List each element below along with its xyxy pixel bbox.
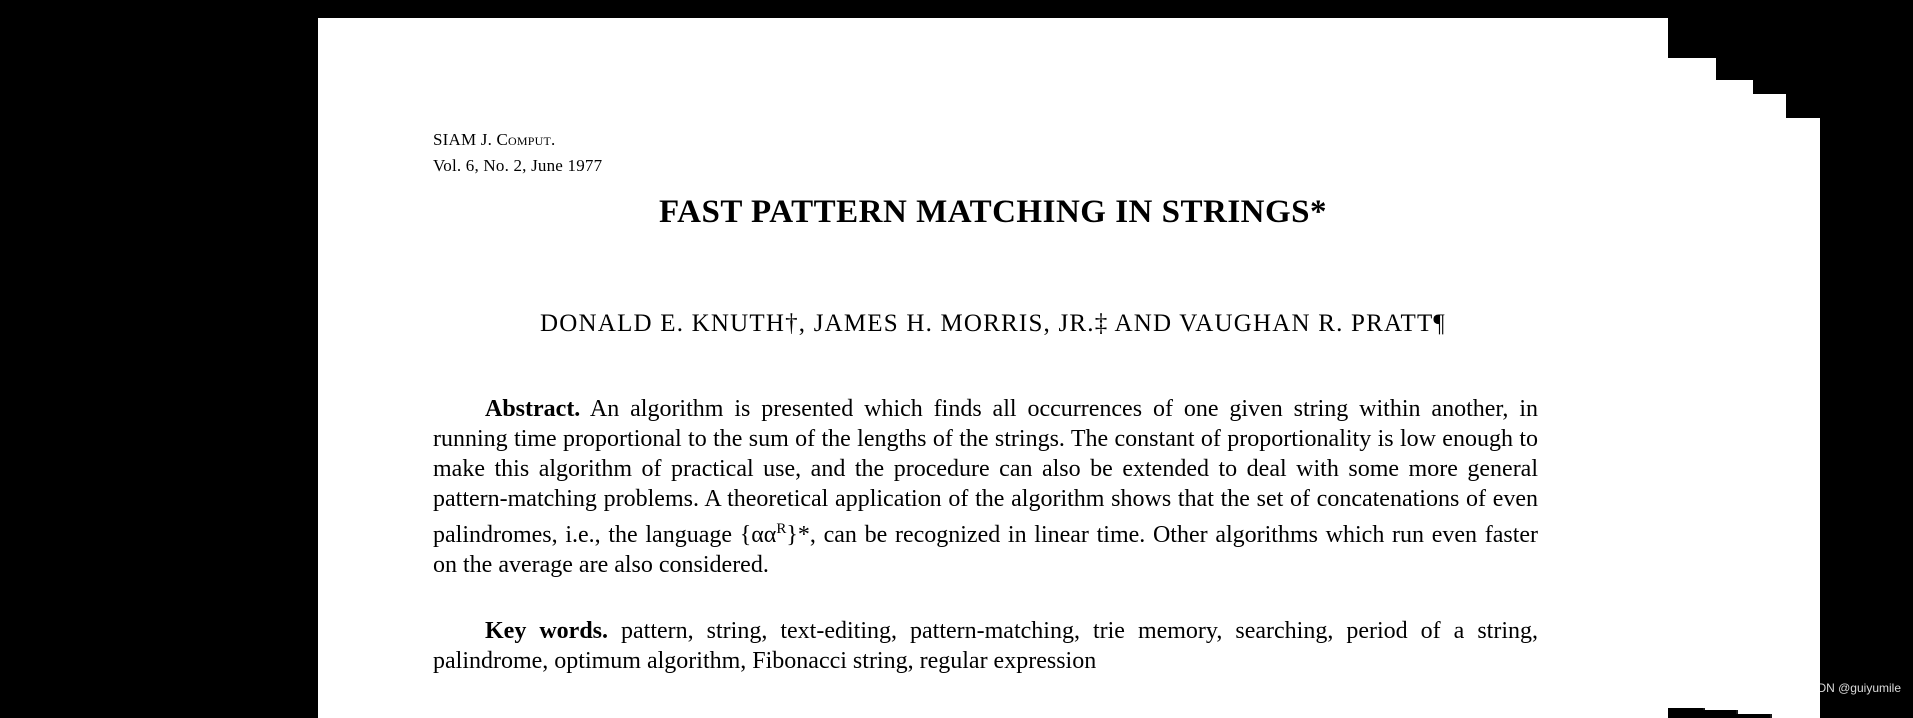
journal-volume: Vol. 6, No. 2, June 1977 xyxy=(433,156,603,175)
abstract-paragraph xyxy=(433,394,1538,580)
keywords-text: pattern, string, text-editing, pattern-matching, trie memory, searching, period of a string, palindrome, optimum algorithm, Fibonacci string, regular expression xyxy=(433,618,1539,674)
background-page-sheet xyxy=(1666,58,1716,708)
paper-page xyxy=(318,18,1668,718)
keywords-paragraph xyxy=(433,616,1538,676)
keywords-label: Key words. xyxy=(485,618,609,644)
journal-name-prefix: SIAM J. xyxy=(433,130,497,149)
paper-title: FAST PATTERN MATCHING IN STRINGS* xyxy=(658,194,1328,230)
journal-name xyxy=(433,130,555,150)
abstract-superscript: R xyxy=(776,521,787,537)
journal-name-smallcaps: Comput. xyxy=(496,130,556,149)
abstract-label: Abstract. xyxy=(485,396,581,422)
paper-authors: DONALD E. KNUTH†, JAMES H. MORRIS, JR.‡ AND VAUGHAN R. PRATT¶ xyxy=(540,310,1446,337)
watermark: CSDN @guiyumile xyxy=(1800,681,1901,695)
abstract-text-end: }*, can be recognized in linear time. Other algorithms which run even faster on the average are also considered. xyxy=(433,522,1539,578)
abstract-text: An algorithm is presented which finds all occurrences of one given string within another, in running time proportional to the sum of the lengths of the strings. The constant of proportionality is low enough to make this algorithm of practical use, and the procedure can also be extended to deal with some more general pattern-matching problems. A theoretical application of the algorithm shows that the set of concatenations of even palindromes, i.e., the language {αα xyxy=(433,396,1538,548)
